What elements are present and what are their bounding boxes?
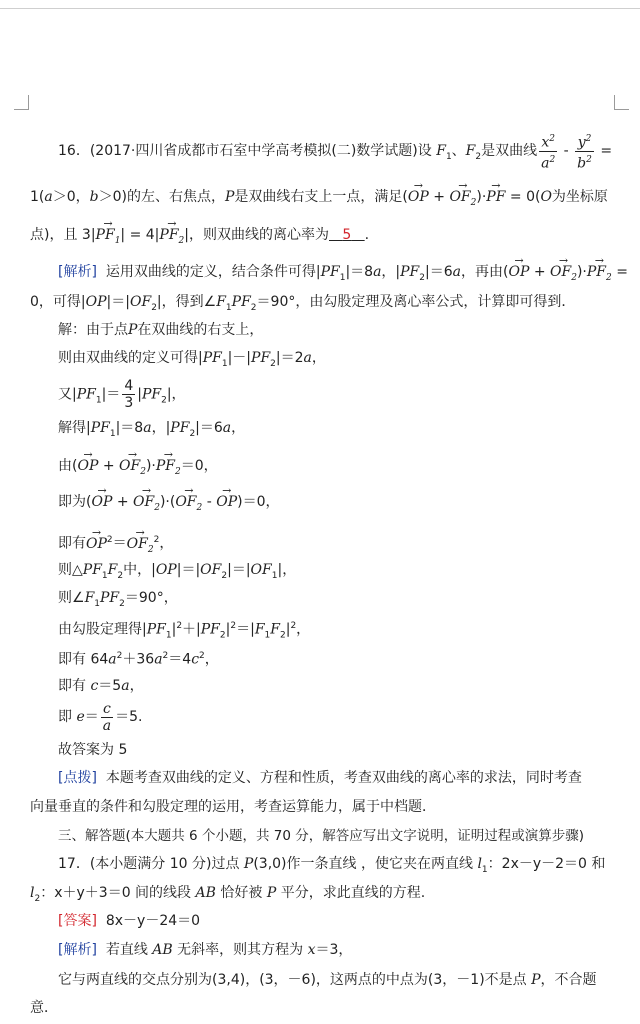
answer-tag: [答案] xyxy=(58,913,97,929)
solution-line9: 则$\angle F_1PF_2=90^\circ$， xyxy=(58,590,178,609)
problem17-line2: $l_2$：x＋y＋3＝0 间的线段 AB 恰好被 P 平分，求此直线的方程. xyxy=(30,885,426,904)
problem17-analysis2: 它与两直线的交点分别为(3,4)，(3，－6)，这两点的中点为(3，－1)不是点 P，不合题 xyxy=(58,972,597,988)
text: 即 xyxy=(58,709,72,725)
margin-corner-left xyxy=(14,95,29,110)
text: 平分，求此直线的方程. xyxy=(280,885,426,901)
solution-line2: 则由双曲线的定义可得$|PF_1|-|PF_2|=2a$， xyxy=(58,350,326,369)
text: 由勾股定理得 xyxy=(58,621,142,638)
problem17-answer xyxy=(58,911,200,931)
comment-tag: [点拨] xyxy=(58,770,97,786)
problem16-line1: 16．(2017·四川省成都市石室中学高考模拟(二)数学试题)设 $F_1$、$F_2$是双曲线 $\frac{x^2}{a^2}$ - $\frac{y^2}{b^2}$ = xyxy=(58,131,612,171)
fraction-c-a: $\frac{c}{a}$ xyxy=(102,700,112,734)
text: 则∠ xyxy=(58,590,85,606)
page-top-border xyxy=(0,8,640,9)
text: ，再由 xyxy=(461,264,503,280)
text: ，可得 xyxy=(38,294,81,310)
text: ，由勾股定理及离心率公式，计算即可得到． xyxy=(295,294,576,310)
fraction-y2-b2: $\frac{y^2}{b^2}$ xyxy=(575,131,594,171)
answer-value: 5 xyxy=(342,227,352,243)
problem17-line1: 17．(本小题满分 10 分)过点 P(3,0)作一条直线 ，使它夹在两直线 $l_1$：2x－y－2＝0 和 xyxy=(58,856,606,875)
text: 运用双曲线的定义，结合条件可得 xyxy=(105,264,316,280)
solution-line1: 解：由于点P在双曲线的右支上， xyxy=(58,322,264,338)
text: 17．(本小题满分 10 分)过点 xyxy=(58,856,240,872)
text: 它与两直线的交点分别为(3,4)，(3，－6)，这两点的中点为(3，－1)不是点 xyxy=(58,972,527,988)
text: 点)，且 xyxy=(30,227,78,243)
text: 是双曲线 xyxy=(481,143,538,160)
text: 中， xyxy=(123,562,152,578)
text: 在双曲线的右支上， xyxy=(137,322,264,338)
text: 若直线 xyxy=(105,942,148,958)
text: ，得到 xyxy=(161,294,204,310)
answer-value: 8x－y－24＝0 xyxy=(105,913,201,929)
final-answer: 故答案为 5 xyxy=(58,742,128,758)
text: 恰好被 xyxy=(220,885,263,901)
text: 即有 xyxy=(58,535,86,552)
text: 是双曲线右支上一点，满足 xyxy=(234,189,403,205)
solution-line11: 即有 $64a^2+36a^2=4c^2$， xyxy=(58,651,219,668)
text: 为坐标原 xyxy=(551,189,608,205)
text: 本题考查双曲线的定义、方程和性质，考查双曲线的离心率的求法，同时考查 xyxy=(105,770,582,786)
text: 则由双曲线的定义可得 xyxy=(58,350,198,366)
problem-source: (2017·四川省成都市石室中学高考模拟(二)数学试题) xyxy=(89,143,418,160)
solution-line13: 即 e＝ $\frac{c}{a}$ ＝5. xyxy=(58,700,143,734)
problem-number: 16． xyxy=(58,143,90,160)
text: 的左、右焦点， xyxy=(127,189,225,205)
text: 即有 xyxy=(58,651,86,668)
section-heading: 三、解答题(本大题共 6 个小题，共 70 分，解答应写出文字说明，证明过程或演算步骤) xyxy=(58,828,584,844)
text: 由 xyxy=(58,458,72,474)
text: 设 xyxy=(417,143,432,160)
solution-line12: 即有 c＝5a， xyxy=(58,678,144,694)
text: 即为 xyxy=(58,494,86,510)
problem16-line3: 点)，且 $3|\to PF_1| = 4|\to PF_2|$，则双曲线的离心率为 5 . xyxy=(30,225,369,251)
solution-line5: 由(→ OP + → $OF_2)\cdot\to PF_2=0$， xyxy=(58,456,218,482)
problem16-line2: 1(a＞0，b＞0)的左、右焦点，P是双曲线右支上一点，满足(→ OP + → $OF_2)\cdot\to$ PF = 0(O为坐标原 xyxy=(30,187,608,213)
fraction-4-3: $\frac{4}{3}$ xyxy=(124,378,134,411)
text: ，则双曲线的离心率为 xyxy=(189,227,329,243)
analysis-line1: [解析] 运用双曲线的定义，结合条件可得$|PF_1|=8a$，$|PF_2|=6a$，再由(→ OP + → $OF_2)\cdot\to PF_2$ = xyxy=(58,262,628,288)
comment-line2: 向量垂直的条件和勾股定理的运用，考查运算能力，属于中档题． xyxy=(30,799,436,815)
text: ：2x－y－2＝0 和 xyxy=(487,856,606,872)
text: 即有 xyxy=(58,678,86,694)
solution-line10: 由勾股定理得$|PF_1|^2+|PF_2|^2=|F_1F_2|^2$， xyxy=(58,621,311,641)
comment-line1 xyxy=(58,768,582,788)
problem17-analysis3: 意． xyxy=(30,1000,58,1016)
problem17-analysis1: [解析] 若直线 AB 无斜率，则其方程为 x＝3， xyxy=(58,942,353,958)
fraction-x2-a2: $\frac{x^2}{a^2}$ xyxy=(539,131,557,171)
analysis-tag: [解析] xyxy=(58,942,97,958)
solution-line8: 则$\triangle PF_1F_2$中，$|OP|=|OF_2|=|OF_1|$， xyxy=(58,562,297,581)
margin-corner-right xyxy=(614,95,629,110)
text: 则△ xyxy=(58,562,83,578)
text: 解得 xyxy=(58,420,86,436)
analysis-tag: [解析] xyxy=(58,264,97,280)
text: ，不合题 xyxy=(540,972,597,988)
text: 又 xyxy=(58,386,72,403)
solution-line3: 又$|PF_1|=$ $\frac{4}{3}$ $|PF_2|$， xyxy=(58,378,186,411)
text: 解：由于点 xyxy=(58,322,128,338)
text: ：x＋y＋3＝0 间的线段 xyxy=(40,885,192,901)
solution-line4: 解得$|PF_1|=8a$，$|PF_2|=6a$， xyxy=(58,420,246,439)
solution-line7: 即有→ $OP^2=\to OF_2^2$， xyxy=(58,530,173,559)
solution-line6: 即为(→ OP + → $OF_2)\cdot(\to OF_2$ - → OP)＝0， xyxy=(58,492,280,518)
analysis-line2: 0，可得$|OP|=|OF_2|$，得到$\angle F_1PF_2=90^\circ$，由勾股定理及离心率公式，计算即可得到． xyxy=(30,294,576,313)
text: 作一条直线 ，使它夹在两直线 xyxy=(286,856,473,872)
text: 无斜率，则其方程为 xyxy=(177,942,304,958)
